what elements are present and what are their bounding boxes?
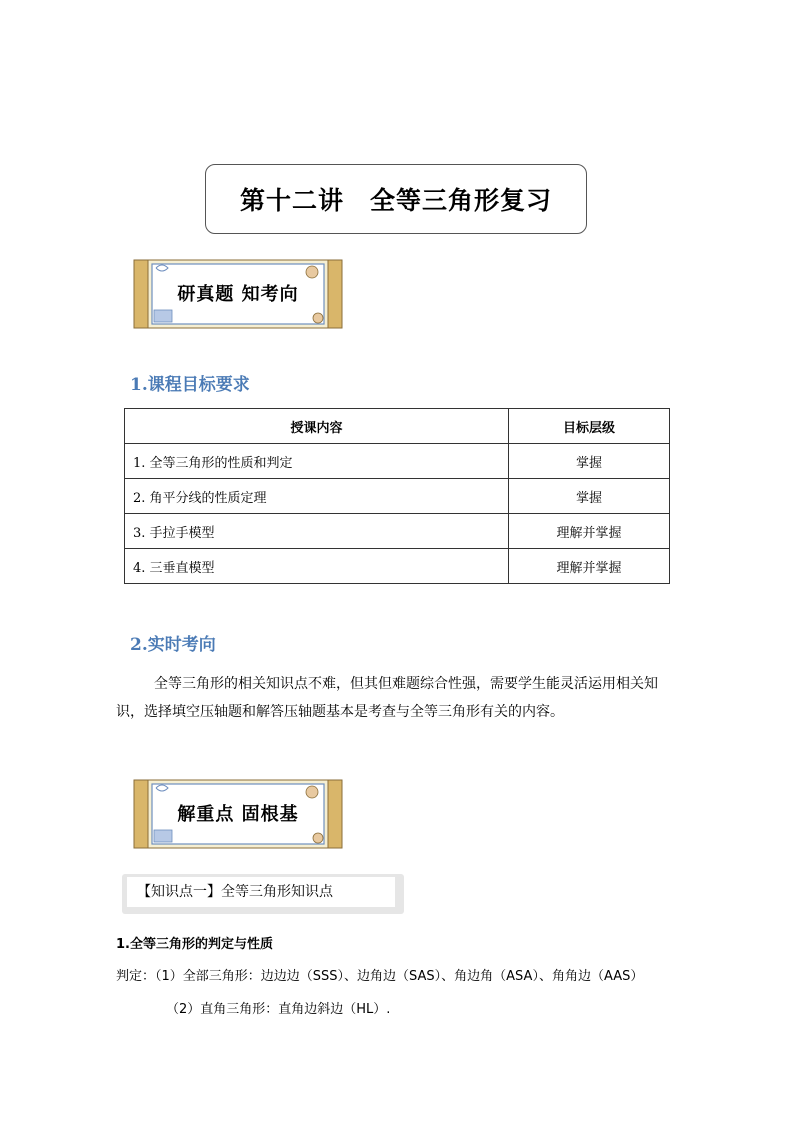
section-heading-exam-trends: 2.实时考向 bbox=[130, 635, 216, 655]
banner-label: 解重点 固根基 bbox=[177, 804, 299, 825]
point1-line2: （2）直角三角形：直角边斜边（HL）. bbox=[166, 1002, 391, 1017]
point1-heading: 1.全等三角形的判定与性质 bbox=[116, 937, 273, 952]
lesson-title-box bbox=[205, 164, 587, 234]
exam-trends-paragraph: 全等三角形的相关知识点不难，但其但难题综合性强，需要学生能灵活运用相关知识，选择填空压轴题和解答压轴题基本是考查与全等三角形有关的内容。 bbox=[116, 676, 658, 720]
table-cell: 理解并掌握 bbox=[509, 549, 670, 584]
table-header-cell: 授课内容 bbox=[125, 409, 509, 444]
lesson-title: 第十二讲 全等三角形复习 bbox=[239, 186, 552, 215]
knowledge-point-label: 【知识点一】全等三角形知识点 bbox=[127, 877, 395, 907]
scroll-banner-1 bbox=[132, 256, 344, 332]
table-cell: 理解并掌握 bbox=[509, 514, 670, 549]
table-row bbox=[125, 549, 670, 584]
table-cell: 掌握 bbox=[509, 479, 670, 514]
table-cell: 1. 全等三角形的性质和判定 bbox=[125, 444, 509, 479]
table-header-cell: 目标层级 bbox=[509, 409, 670, 444]
table-cell: 3. 手拉手模型 bbox=[125, 514, 509, 549]
table-cell: 4. 三垂直模型 bbox=[125, 549, 509, 584]
table-row bbox=[125, 479, 670, 514]
point1-line1: 判定：（1）全部三角形：边边边（SSS）、边角边（SAS）、角边角（ASA）、角角边（AAS） bbox=[116, 969, 644, 984]
scroll-banner-2 bbox=[132, 776, 344, 852]
section-heading-course-goals: 1.课程目标要求 bbox=[130, 375, 250, 395]
banner-label: 研真题 知考向 bbox=[177, 284, 299, 305]
table-cell: 2. 角平分线的性质定理 bbox=[125, 479, 509, 514]
table-row bbox=[125, 444, 670, 479]
table-header-row bbox=[125, 409, 670, 444]
course-goals-table bbox=[124, 408, 670, 584]
table-row bbox=[125, 514, 670, 549]
table-cell: 掌握 bbox=[509, 444, 670, 479]
knowledge-point-box bbox=[122, 874, 404, 914]
